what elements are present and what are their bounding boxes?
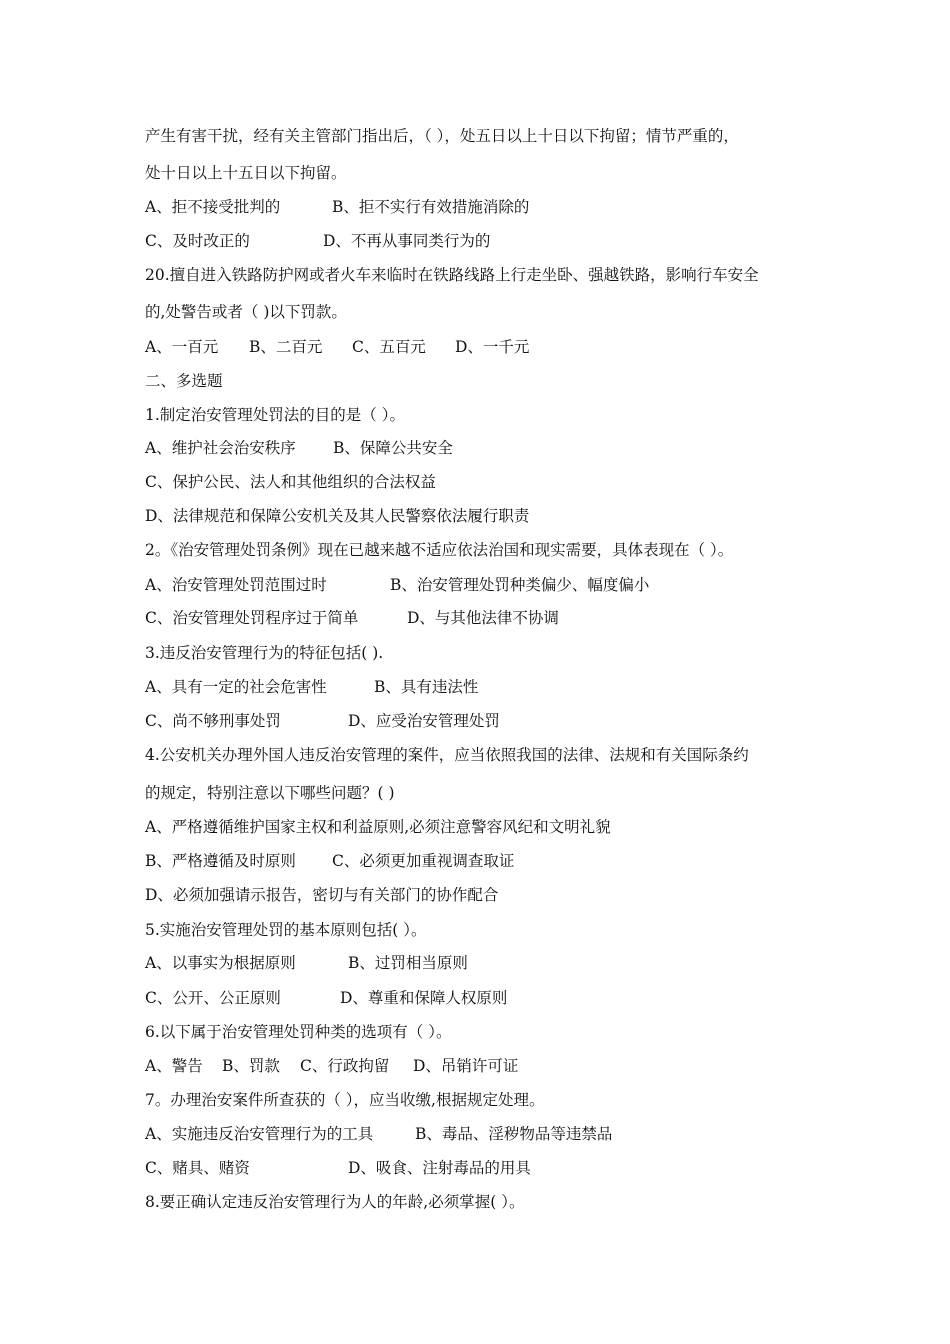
text-line: 产生有害干扰，经有关主管部门指出后，（ ），处五日以上十日以下拘留；情节严重的， xyxy=(145,127,739,145)
option-text: A、具有一定的社会危害性 xyxy=(145,678,327,696)
option-text: B、过罚相当原则 xyxy=(348,954,468,972)
option-text: C、尚不够刑事处罚 xyxy=(145,712,281,730)
option-text: B、拒不实行有效措施消除的 xyxy=(332,198,530,216)
option-text: B、保障公共安全 xyxy=(333,439,453,457)
text-line: 4.公安机关办理外国人违反治安管理的案件，应当依照我国的法律、法规和有关国际条约 xyxy=(145,746,749,764)
option-text: C、行政拘留 xyxy=(300,1057,390,1075)
option-text: C、公开、公正原则 xyxy=(145,989,281,1007)
text-line: C、保护公民、法人和其他组织的合法权益 xyxy=(145,473,436,491)
option-text: D、一千元 xyxy=(455,338,530,356)
option-text: B、二百元 xyxy=(249,338,323,356)
text-line: 二、多选题 xyxy=(145,372,223,390)
text-line: 8.要正确认定违反治安管理行为人的年龄,必须掌握( ）。 xyxy=(145,1193,525,1211)
text-line: 20.擅自进入铁路防护网或者火车来临时在铁路线路上行走坐卧、强越铁路，影响行车安全 xyxy=(145,266,759,284)
option-text: C、治安管理处罚程序过于简单 xyxy=(145,609,359,627)
text-line: 处十日以上十五日以下拘留。 xyxy=(145,164,347,182)
option-text: A、实施违反治安管理行为的工具 xyxy=(145,1125,374,1143)
option-text: B、具有违法性 xyxy=(374,678,479,696)
option-text: B、严格遵循及时原则 xyxy=(145,852,296,870)
text-line: D、法律规范和保障公安机关及其人民警察依法履行职责 xyxy=(145,507,530,525)
text-line: A、严格遵循维护国家主权和利益原则,必须注意警容风纪和文明礼貌 xyxy=(145,818,611,836)
option-text: D、吸食、注射毒品的用具 xyxy=(348,1159,531,1177)
text-line: 6.以下属于治安管理处罚种类的选项有（ ）。 xyxy=(145,1023,452,1041)
option-text: A、一百元 xyxy=(145,338,219,356)
option-text: B、治安管理处罚种类偏少、幅度偏小 xyxy=(390,576,650,594)
text-line: D、必须加强请示报告，密切与有关部门的协作配合 xyxy=(145,886,499,904)
option-text: D、与其他法律不协调 xyxy=(407,609,559,627)
option-text: A、以事实为根据原则 xyxy=(145,954,296,972)
option-text: A、警告 xyxy=(145,1057,203,1075)
text-line: 1.制定治安管理处罚法的目的是（ ）。 xyxy=(145,406,405,424)
text-line: 2。《治安管理处罚条例》现在已越来越不适应依法治国和现实需要，具体表现在（ ）。 xyxy=(145,541,734,559)
option-text: A、治安管理处罚范围过时 xyxy=(145,576,327,594)
text-line: 的规定，特别注意以下哪些问题？( ) xyxy=(145,784,395,802)
text-line: 5.实施治安管理处罚的基本原则包括( ）。 xyxy=(145,921,427,939)
option-text: A、拒不接受批判的 xyxy=(145,198,281,216)
text-line: 的,处警告或者（ )以下罚款。 xyxy=(145,303,347,321)
option-text: D、尊重和保障人权原则 xyxy=(340,989,508,1007)
option-text: D、不再从事同类行为的 xyxy=(323,232,491,250)
option-text: D、应受治安管理处罚 xyxy=(348,712,500,730)
option-text: B、毒品、淫秽物品等违禁品 xyxy=(415,1125,613,1143)
option-text: C、赌具、赌资 xyxy=(145,1159,250,1177)
option-text: B、罚款 xyxy=(222,1057,280,1075)
option-text: D、吊销许可证 xyxy=(413,1057,519,1075)
text-line: 3.违反治安管理行为的特征包括( ). xyxy=(145,644,384,662)
option-text: C、及时改正的 xyxy=(145,232,250,250)
text-line: 7。办理治安案件所查获的（ ），应当收缴,根据规定处理。 xyxy=(145,1091,545,1109)
option-text: C、五百元 xyxy=(352,338,426,356)
option-text: A、维护社会治安秩序 xyxy=(145,439,296,457)
option-text: C、必须更加重视调查取证 xyxy=(332,852,515,870)
